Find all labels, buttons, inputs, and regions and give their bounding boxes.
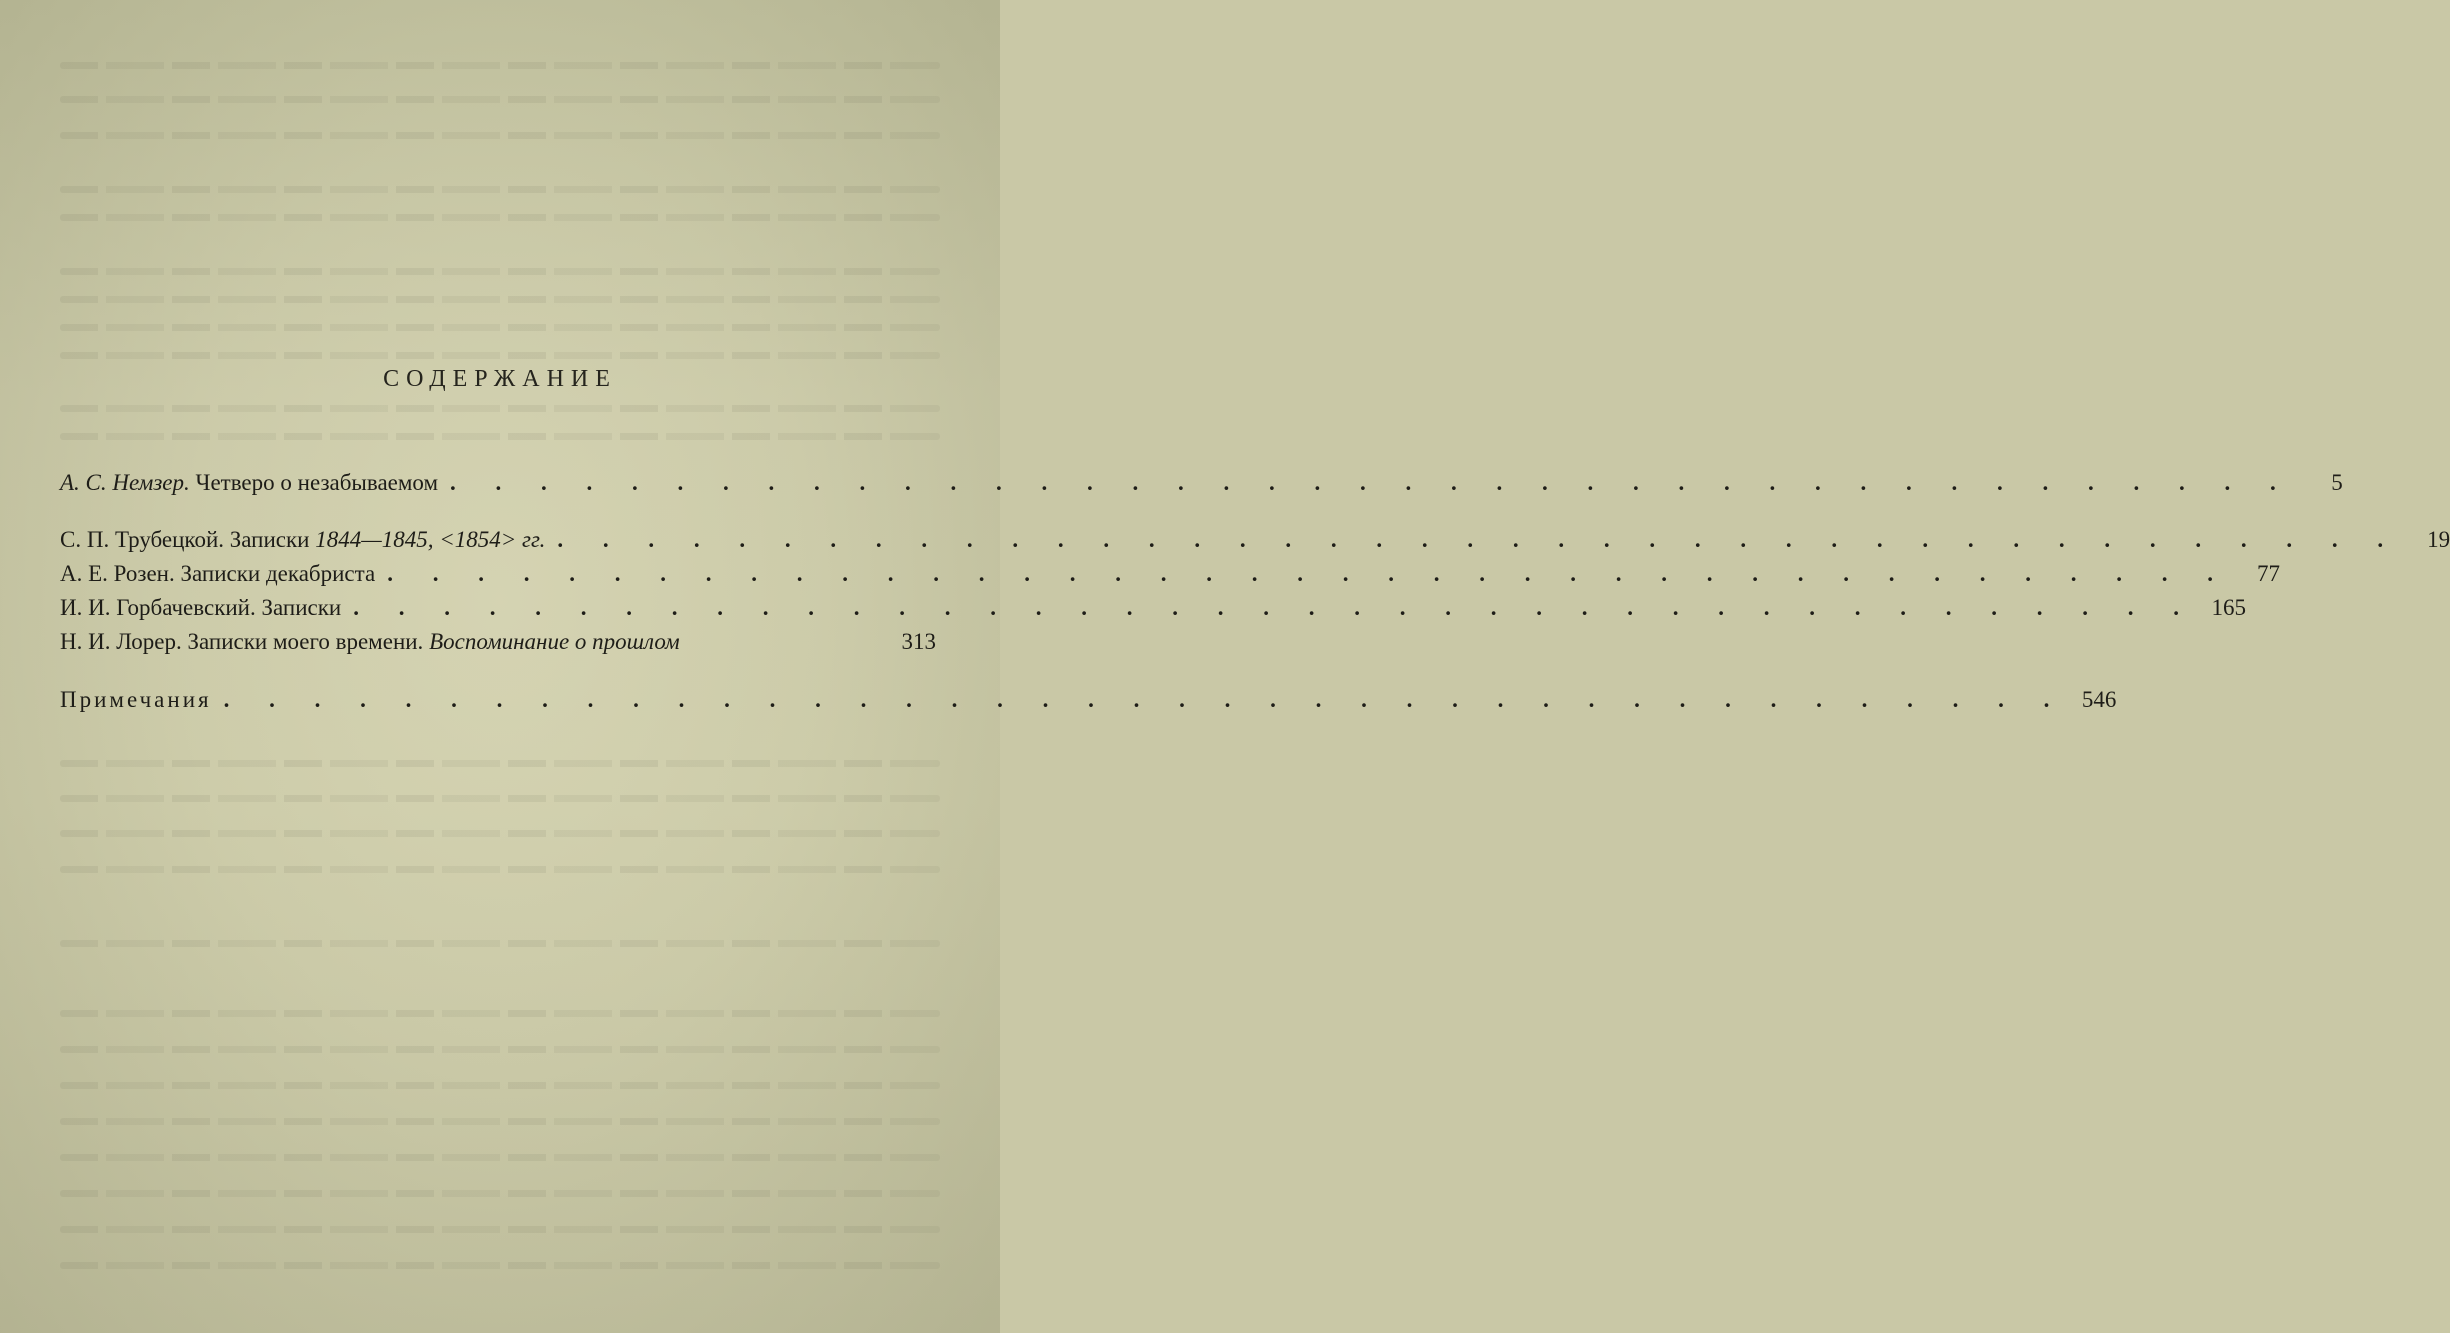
bleed-through-line — [60, 132, 940, 139]
toc-entry-page: 19 — [2427, 527, 2450, 552]
bleed-through-line — [60, 1082, 940, 1089]
toc-entry-title: Примечания — [60, 687, 212, 712]
bleed-through-line — [60, 296, 940, 303]
toc-entry-text — [60, 595, 341, 621]
toc-entry — [60, 527, 2450, 561]
dot-leader: . . . . . . . . . . . . . . . . . . . . . . . . . . . . . . . . . . . . . . . . . — [353, 595, 2196, 620]
bleed-through-line — [60, 1046, 940, 1053]
bleed-through-line — [60, 186, 940, 193]
dot-leader: . . . . . . . . . . . . . . . . . . . . . . . . . . . . . . . . . . . . . . . . . — [223, 687, 2067, 712]
contents-heading: СОДЕРЖАНИЕ — [383, 366, 617, 392]
bleed-through-line — [60, 1154, 940, 1161]
bleed-through-line — [60, 352, 940, 359]
bleed-through-line — [60, 433, 940, 440]
bleed-through-line — [60, 760, 940, 767]
toc-entry-page: 546 — [2081, 687, 2117, 712]
toc-entry-title: Четверо о незабываемом — [189, 470, 439, 495]
toc-entry-title: Записки — [224, 527, 316, 552]
dot-leader: . . . . . . . . . . . . . . . . . . . . . . . . . . . . . . . . . . . . . . . . . — [387, 561, 2230, 586]
toc-entry-author: С. П. Трубецкой. — [60, 527, 224, 552]
toc-entry — [60, 687, 2117, 721]
toc-entry — [60, 561, 2280, 595]
dot-leader: . . . . . . . . . . . . . . . . . . . . . . . . . . . . . . . . . . . . . . . . . — [450, 470, 2293, 495]
toc-entry-text — [60, 561, 375, 587]
toc-entry-page: 77 — [2256, 561, 2280, 586]
toc-entry-title-italic: Воспоминание о прошлом — [429, 629, 680, 654]
bleed-through-line — [60, 268, 940, 275]
toc-entry-page: 5 — [2331, 470, 2343, 495]
toc-entry-title-italic: 1844—1845, <1854> гг. — [315, 527, 546, 552]
bleed-through-line — [60, 96, 940, 103]
bleed-through-line — [60, 795, 940, 802]
toc-entry-text — [60, 470, 438, 496]
bleed-through-line — [60, 214, 940, 221]
toc-entry-author: Н. И. Лорер. — [60, 629, 182, 654]
bleed-through-line — [60, 1118, 940, 1125]
toc-entry-text — [60, 527, 545, 553]
bleed-through-line — [60, 405, 940, 412]
toc-entry-text — [60, 629, 680, 655]
toc-entry-title: Записки моего времени. — [181, 629, 430, 654]
bleed-through-line — [60, 1226, 940, 1233]
toc-entry-author: А. С. Немзер. — [60, 470, 190, 495]
toc-entry — [60, 629, 936, 663]
toc-entry-page: 313 — [901, 629, 936, 654]
bleed-through-line — [60, 1010, 940, 1017]
toc-entry — [60, 595, 2246, 629]
toc-entry-page: 165 — [2211, 595, 2246, 620]
dot-leader: . . . . . . . . . . . . . . . . . . . . . . . . . . . . . . . . . . . . . . . . . — [557, 527, 2401, 552]
toc-entry-title: Записки декабриста — [174, 561, 376, 586]
bleed-through-line — [60, 940, 940, 947]
toc-entry-title: Записки — [255, 595, 342, 620]
bleed-through-line — [60, 1262, 940, 1269]
toc-entry — [60, 470, 2343, 504]
toc-entry-author: И. И. Горбачевский. — [60, 595, 256, 620]
bleed-through-line — [60, 1190, 940, 1197]
bleed-through-line — [60, 324, 940, 331]
bleed-through-line — [60, 830, 940, 837]
bleed-through-line — [60, 866, 940, 873]
bleed-through-line — [60, 62, 940, 69]
toc-entry-author: А. Е. Розен. — [60, 561, 175, 586]
